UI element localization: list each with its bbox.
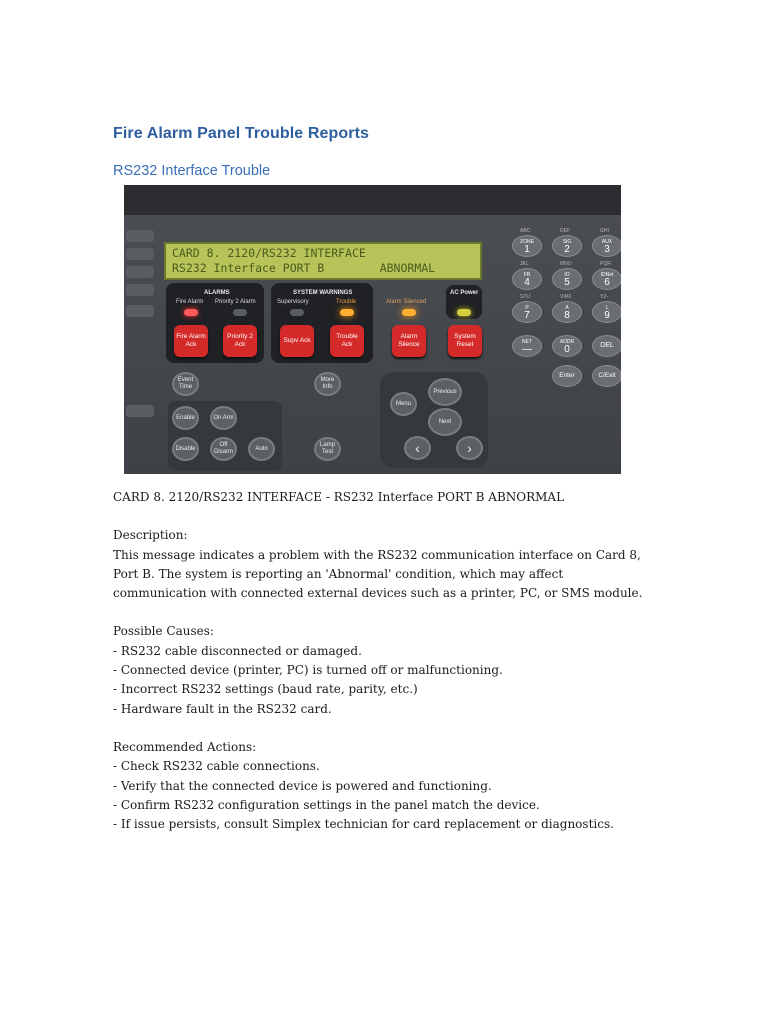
- action-item: - Verify that the connected device is powered and functioning.: [113, 778, 492, 793]
- key-letters: STU: [520, 294, 530, 300]
- fire-alarm-label: Fire Alarm: [176, 299, 204, 305]
- panel-slot: [126, 284, 154, 296]
- keypad-key[interactable]: [512, 335, 542, 357]
- system-warnings-title: SYSTEM WARNINGS: [293, 290, 353, 296]
- key-letters: PQR: [600, 261, 611, 267]
- keypad-key[interactable]: [552, 301, 582, 323]
- ac-power-led: [457, 309, 471, 316]
- document-body: [113, 488, 658, 834]
- del-button[interactable]: [592, 335, 621, 357]
- next-label: Next: [438, 418, 452, 425]
- description-text: This message indicates a problem with the RS232 communication interface on Card 8, Port B. The system is reporting an 'Abnormal' condition, which may affect communication with connected external devices such as a printer, PC, or SMS module.: [113, 547, 643, 601]
- trouble-label: Trouble: [336, 299, 357, 305]
- priority2-label: Priority 2 Alarm: [215, 299, 256, 305]
- ac-power-label: AC Power: [450, 290, 479, 296]
- panel-slot: [126, 305, 154, 317]
- enable-button[interactable]: Enable: [172, 406, 199, 430]
- cexit-label: C/Exit: [598, 372, 616, 379]
- supv-ack-button[interactable]: Supv Ack: [280, 325, 314, 357]
- section-subtitle: RS232 Interface Trouble: [113, 163, 271, 179]
- key-function-label: AUX: [601, 239, 613, 245]
- key-function-label: ZONE: [520, 239, 534, 245]
- fire-alarm-led: [184, 309, 198, 316]
- event-time-button[interactable]: Event Time: [172, 372, 199, 396]
- supervisory-led: [290, 309, 304, 316]
- panel-slot: [126, 248, 154, 260]
- cause-item: - Incorrect RS232 settings (baud rate, parity, etc.): [113, 682, 418, 697]
- fire-alarm-ack-button[interactable]: Fire Alarm Ack: [174, 325, 208, 357]
- on-arm-button[interactable]: On Arm: [210, 406, 237, 430]
- message-line: CARD 8. 2120/RS232 INTERFACE - RS232 Interface PORT B ABNORMAL: [113, 490, 565, 504]
- key-digit: 1: [524, 244, 530, 255]
- alarm-silenced-label: Alarm Silenced: [386, 299, 427, 305]
- disable-button[interactable]: Disable: [172, 437, 199, 461]
- menu-button[interactable]: Menu: [390, 392, 417, 416]
- action-item: - Confirm RS232 configuration settings in the panel match the device.: [113, 797, 540, 812]
- key-digit: 4: [524, 277, 530, 288]
- trouble-ack-button[interactable]: Trouble Ack: [330, 325, 364, 357]
- key-function-label: L: [605, 305, 609, 311]
- keypad-key[interactable]: [592, 301, 621, 323]
- key-function-label: NET: [522, 339, 532, 345]
- alarm-silenced-led: [402, 309, 416, 316]
- lcd-display: [164, 242, 482, 280]
- key-letters: YZ-: [600, 294, 609, 300]
- key-letters: MNO: [560, 261, 572, 267]
- fire-alarm-panel-photo: [124, 185, 621, 474]
- system-reset-button[interactable]: System Reset: [448, 325, 482, 357]
- left-arrow-button[interactable]: [404, 436, 431, 460]
- enter-button[interactable]: [552, 365, 582, 387]
- key-function-label: IDNet: [600, 272, 614, 278]
- keypad-key[interactable]: [592, 268, 621, 290]
- page-title: Fire Alarm Panel Trouble Reports: [113, 125, 370, 142]
- key-letters: GHI: [600, 228, 609, 234]
- trouble-led: [340, 309, 354, 316]
- keypad-key[interactable]: [512, 235, 542, 257]
- right-arrow-button[interactable]: [456, 436, 483, 460]
- enter-label: Enter: [559, 372, 575, 379]
- keypad-key[interactable]: [552, 235, 582, 257]
- key-digit: 5: [564, 277, 570, 288]
- key-letters: JKL: [520, 261, 529, 267]
- cause-item: - Hardware fault in the RS232 card.: [113, 701, 332, 716]
- cause-item: - Connected device (printer, PC) is turned off or malfunctioning.: [113, 663, 503, 678]
- key-function-label: FB: [523, 272, 531, 278]
- key-digit: 0: [564, 344, 570, 355]
- key-digit: 7: [524, 310, 530, 321]
- panel-slot: [126, 405, 154, 417]
- description-heading: Description:: [113, 528, 188, 543]
- actions-heading: Recommended Actions:: [113, 739, 257, 754]
- key-function-label: P: [525, 305, 529, 311]
- key-digit: 3: [604, 244, 610, 255]
- next-button[interactable]: [428, 408, 462, 436]
- panel-faceplate: [124, 215, 621, 474]
- key-digit: 2: [564, 244, 570, 255]
- supervisory-label: Supervisory: [277, 299, 309, 305]
- keypad-key[interactable]: [512, 268, 542, 290]
- key-letters: VWX: [560, 294, 572, 300]
- key-function-label: A: [565, 305, 569, 311]
- key-function-label: ADDR: [559, 339, 575, 345]
- panel-slot: [126, 230, 154, 242]
- keypad-key[interactable]: [552, 268, 582, 290]
- chevron-left-icon: ‹: [415, 439, 420, 456]
- key-digit: 9: [604, 310, 610, 321]
- key-function-label: SIG: [562, 239, 572, 245]
- priority2-led: [233, 309, 247, 316]
- key-digit: —: [522, 344, 532, 355]
- chevron-right-icon: ›: [467, 439, 472, 456]
- lamp-test-button[interactable]: Lamp Test: [314, 437, 341, 461]
- lcd-line-1: CARD 8. 2120/RS232 INTERFACE: [172, 246, 366, 260]
- priority2-ack-button[interactable]: Priority 2 Ack: [223, 325, 257, 357]
- cause-item: - RS232 cable disconnected or damaged.: [113, 643, 362, 658]
- key-digit: 8: [564, 310, 570, 321]
- more-info-button[interactable]: More Info: [314, 372, 341, 396]
- off-disarm-button[interactable]: Off Disarm: [210, 437, 237, 461]
- keypad-key[interactable]: [512, 301, 542, 323]
- previous-label: Previous: [433, 388, 457, 395]
- key-letters: ABC: [520, 228, 531, 234]
- key-digit: 6: [604, 277, 610, 288]
- alarm-silence-button[interactable]: Alarm Silence: [392, 325, 426, 357]
- keypad-key[interactable]: [592, 235, 621, 257]
- key-function-label: IO: [564, 272, 570, 278]
- causes-heading: Possible Causes:: [113, 624, 214, 639]
- keypad-key[interactable]: [552, 335, 582, 357]
- action-item: - If issue persists, consult Simplex technician for card replacement or diagnostics.: [113, 817, 614, 832]
- cexit-button[interactable]: [592, 365, 621, 387]
- lcd-line-2: RS232 Interface PORT B ABNORMAL: [172, 261, 436, 275]
- del-label: DEL: [600, 342, 614, 349]
- action-item: - Check RS232 cable connections.: [113, 759, 320, 774]
- previous-button[interactable]: [428, 378, 462, 406]
- panel-slot: [126, 266, 154, 278]
- auto-button[interactable]: Auto: [248, 437, 275, 461]
- alarms-title: ALARMS: [204, 290, 230, 296]
- key-letters: DEF: [560, 228, 570, 234]
